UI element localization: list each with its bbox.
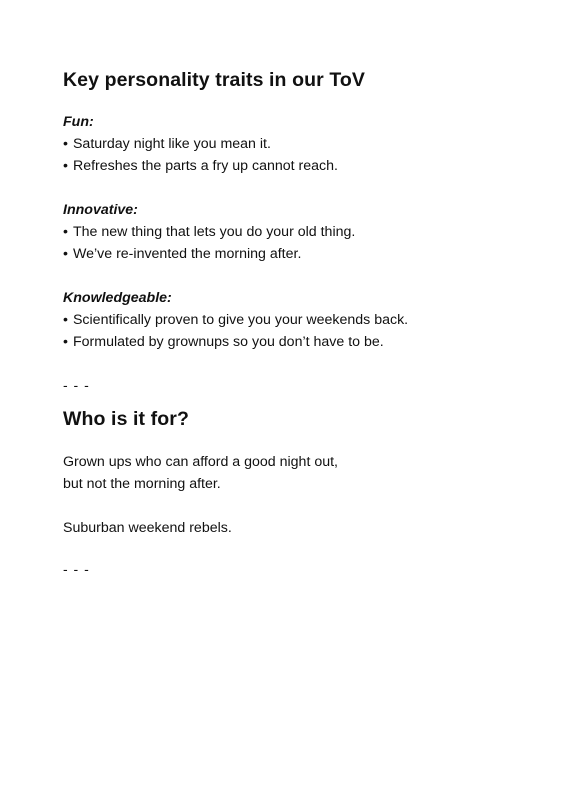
document-page bbox=[63, 66, 533, 579]
section-divider: - - - bbox=[63, 377, 90, 393]
bullet-item bbox=[63, 155, 533, 177]
bullet-item bbox=[63, 243, 533, 265]
bullet-item bbox=[63, 133, 533, 155]
paragraph-line: but not the morning after. bbox=[63, 476, 221, 492]
bullet-icon: • bbox=[63, 224, 68, 240]
section-title-audience: Who is it for? bbox=[63, 408, 189, 430]
bullet-icon: • bbox=[63, 158, 68, 174]
bullet-icon: • bbox=[63, 246, 68, 262]
audience-paragraph: Suburban weekend rebels. bbox=[63, 520, 232, 536]
trait-label: Knowledgeable: bbox=[63, 290, 172, 306]
bullet-text: Formulated by grownups so you don’t have to be. bbox=[72, 334, 384, 350]
bullet-text: The new thing that lets you do your old thing. bbox=[72, 224, 356, 240]
bullet-text: Scientifically proven to give you your weekends back. bbox=[72, 312, 409, 328]
trait-innovative bbox=[63, 199, 533, 265]
trait-knowledgeable bbox=[63, 287, 533, 353]
trait-label: Fun: bbox=[63, 114, 94, 130]
section-divider: - - - bbox=[63, 561, 90, 577]
trait-fun bbox=[63, 111, 533, 177]
bullet-icon: • bbox=[63, 136, 68, 152]
paragraph-line: Grown ups who can afford a good night out, bbox=[63, 454, 339, 470]
bullet-text: Refreshes the parts a fry up cannot reach. bbox=[72, 158, 338, 174]
bullet-text: Saturday night like you mean it. bbox=[72, 136, 271, 152]
bullet-item bbox=[63, 221, 533, 243]
bullet-icon: • bbox=[63, 334, 68, 350]
bullet-item bbox=[63, 309, 533, 331]
trait-label: Innovative: bbox=[63, 202, 138, 218]
audience-paragraph bbox=[63, 451, 533, 495]
bullet-text: We’ve re-invented the morning after. bbox=[72, 246, 302, 262]
bullet-item bbox=[63, 331, 533, 353]
section-title-personality-traits: Key personality traits in our ToV bbox=[63, 69, 365, 91]
bullet-icon: • bbox=[63, 312, 68, 328]
